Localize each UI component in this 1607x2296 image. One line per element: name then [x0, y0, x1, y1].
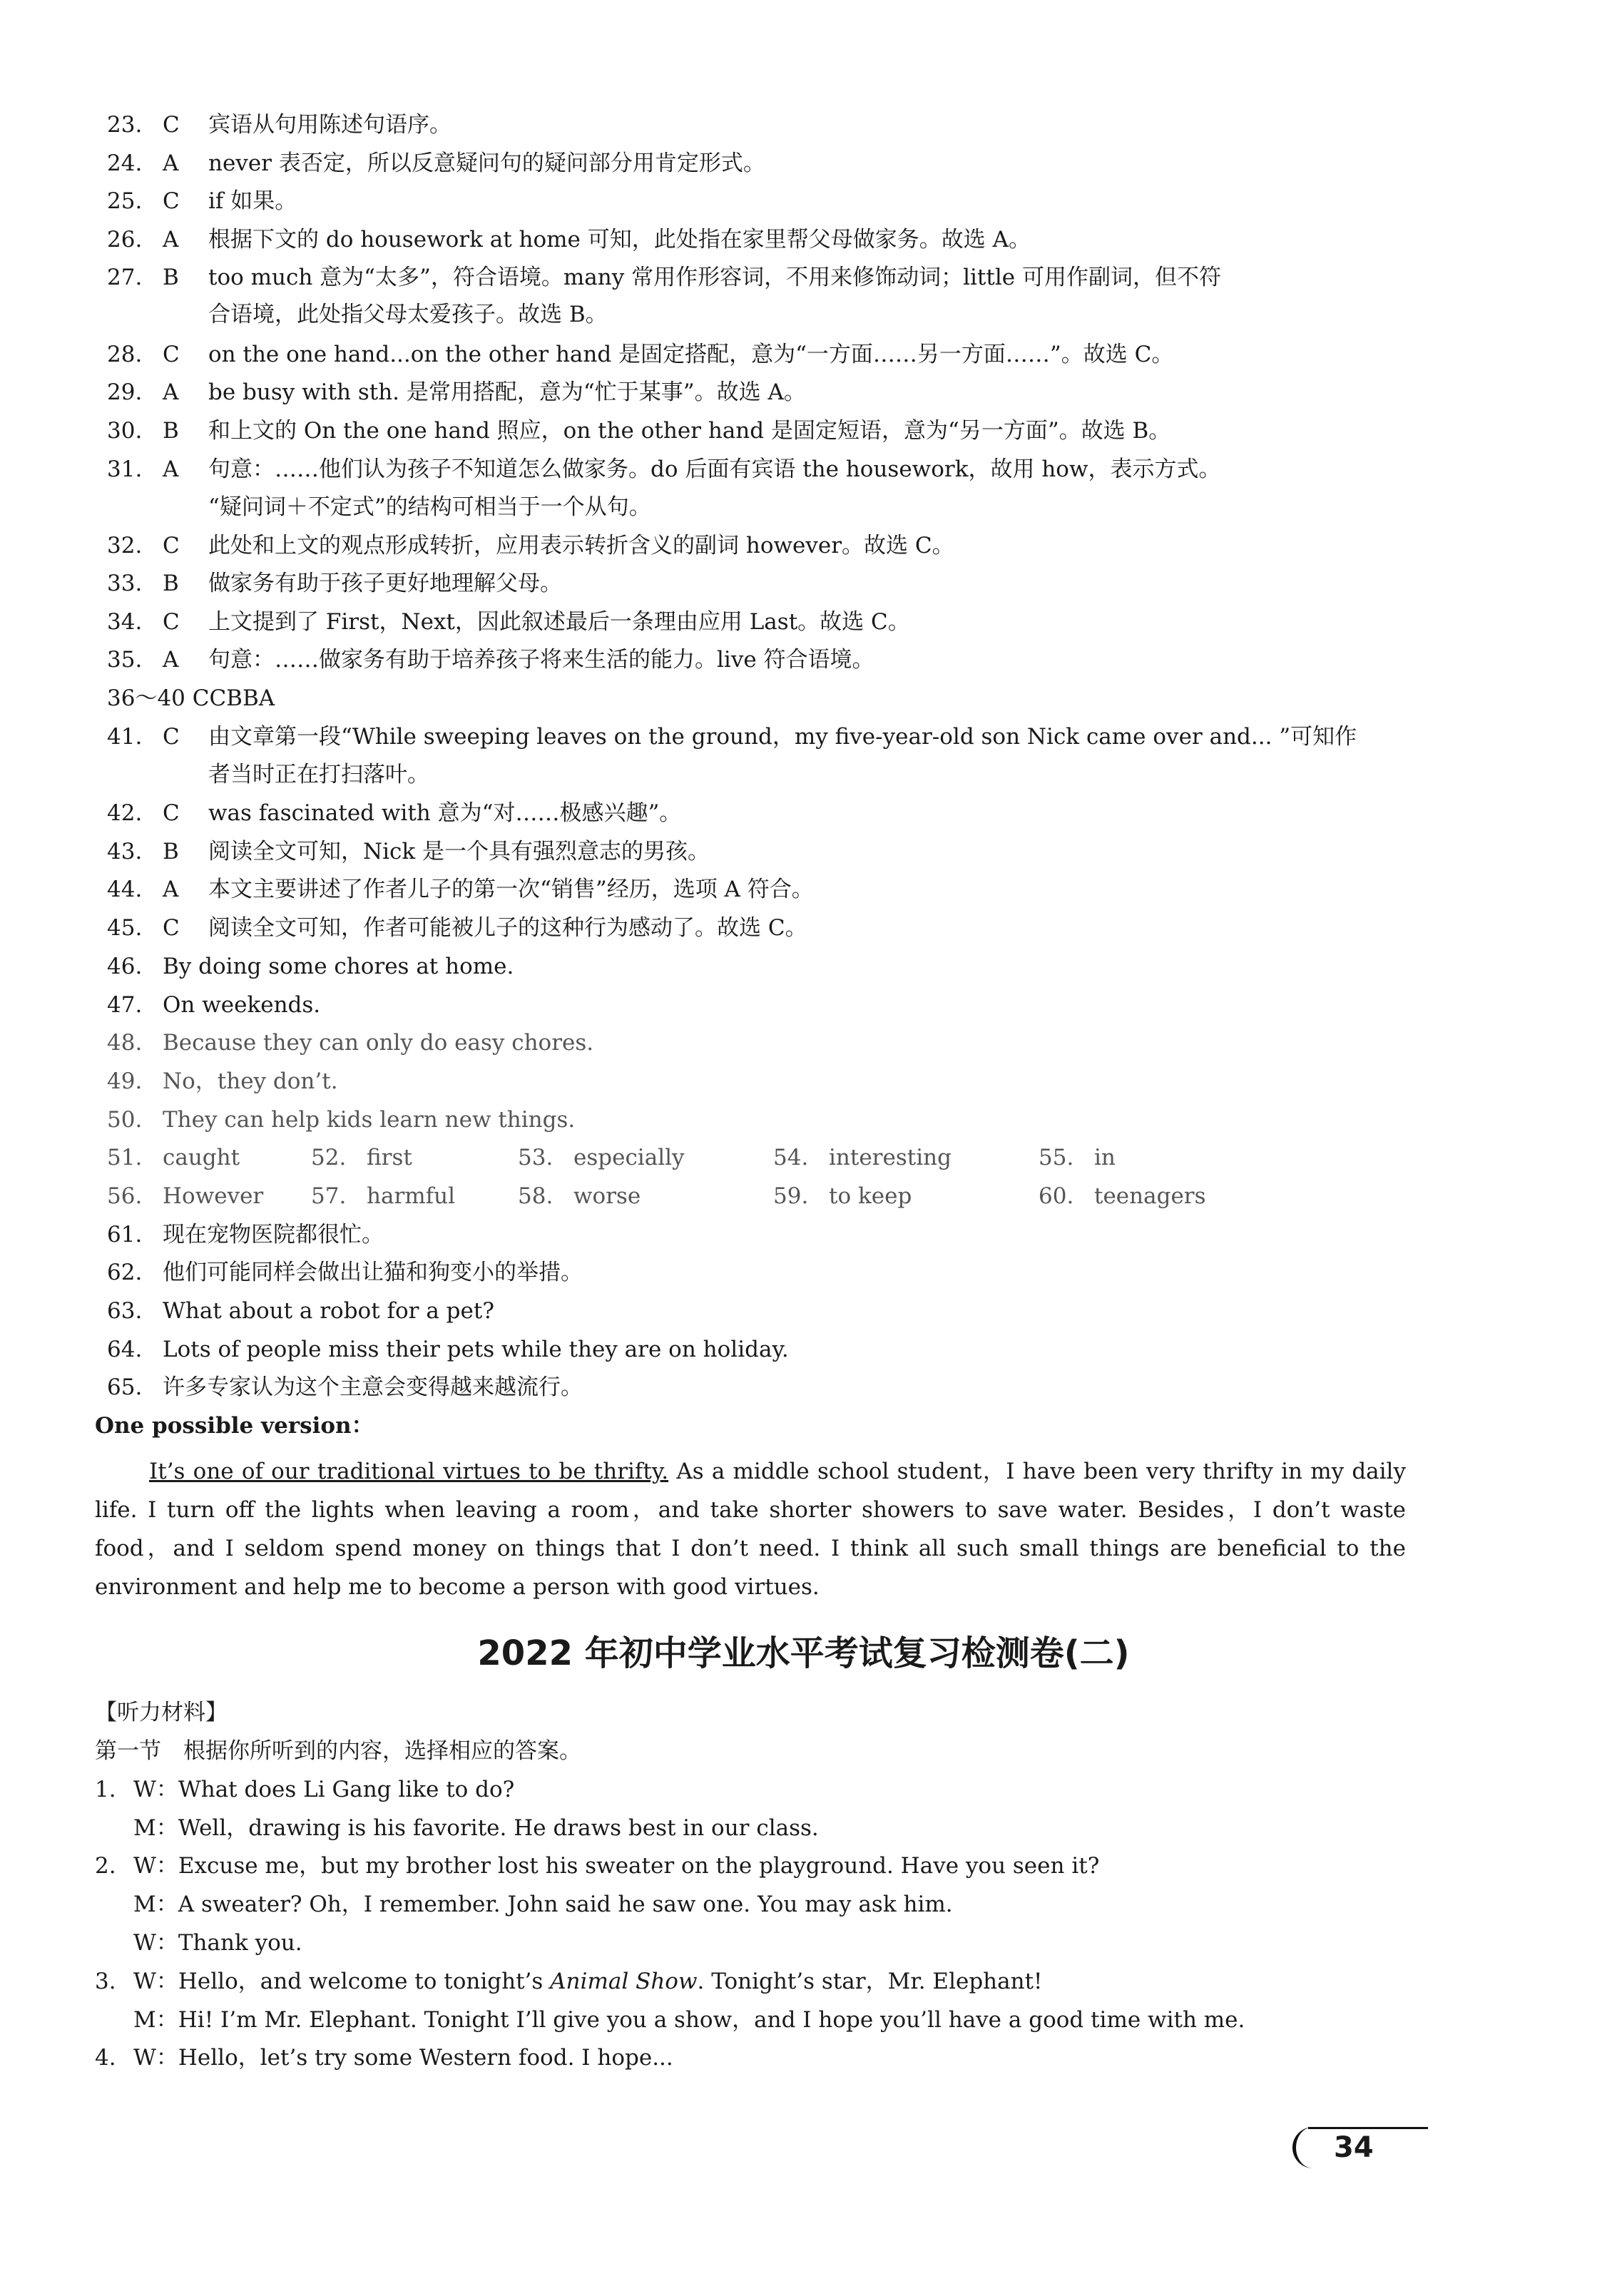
answer-line: 30. B 和上文的 On the one hand 照应，on the other hand 是固定短语，意为“另一方面”。故选 B。 [107, 418, 1171, 444]
page-number-bracket [1292, 2127, 1325, 2168]
answer-line: 41. C 由文章第一段“While sweeping leaves on the ground，my five-year-old son Nick came over and... ”可知作 [107, 724, 1357, 750]
translation-line: 61. 现在宠物医院都很忙。 [107, 1222, 384, 1248]
answer-line: 44. A 本文主要讲述了作者儿子的第一次“销售”经历，选项 A 符合。 [107, 877, 814, 902]
answer-line-continued: 合语境，此处指父母太爱孩子。故选 B。 [208, 302, 608, 327]
page-number-badge [1292, 2127, 1428, 2170]
translation-line: 62. 他们可能同样会做出让猫和狗变小的举措。 [107, 1260, 583, 1285]
answer-line: 43. B 阅读全文可知，Nick 是一个具有强烈意志的男孩。 [107, 839, 710, 864]
answer-line: 26. A 根据下文的 do housework at home 可知，此处指在家里帮父母做家务。故选 A。 [107, 227, 1031, 252]
fill-answer-row: 51. caught 52. first 53. especially 54. interesting 55. in [107, 1145, 1116, 1170]
dialogue-line: 2. W：Excuse me，but my brother lost his sweater on the playground. Have you seen it? [95, 1853, 1100, 1879]
answer-line: 25. C if 如果。 [107, 188, 297, 214]
translation-line: 65. 许多专家认为这个主意会变得越来越流行。 [107, 1374, 583, 1400]
short-answer-line: 48. Because they can only do easy chores. [107, 1030, 594, 1056]
translation-line: 64. Lots of people miss their pets while they are on holiday. [107, 1337, 789, 1362]
answer-line: 45. C 阅读全文可知，作者可能被儿子的这种行为感动了。故选 C。 [107, 915, 807, 941]
short-answer-line: 50. They can help kids learn new things. [107, 1107, 576, 1133]
answer-line: 27. B too much 意为“太多”，符合语境。many 常用作形容词，不用来修饰动词；little 可用作副词，但不符 [107, 265, 1221, 290]
answer-line: 34. C 上文提到了 First，Next，因此叙述最后一条理由应用 Last。故选 C。 [107, 609, 910, 635]
essay-body: It’s one of our traditional virtues to be thrifty. As a middle school student，I have been very thrifty in my daily life. I turn off the lights when leaving a room，and take shorter showers to save water. Besides，I don’t waste food，and I seldom spend money on things that I don’t need. I think all such small things are beneficial to the environment and help me to become a person with good virtues. [95, 1459, 1406, 1600]
dialogue-line: 1. W：What does Li Gang like to do? [95, 1777, 515, 1802]
dialogue-line: M：Well，drawing is his favorite. He draws best in our class. [133, 1815, 819, 1841]
answer-line: 42. C was fascinated with 意为“对……极感兴趣”。 [107, 800, 682, 826]
answer-line: 33. B 做家务有助于孩子更好地理解父母。 [107, 571, 562, 596]
translation-line: 63. What about a robot for a pet? [107, 1298, 494, 1324]
dialogue-line: 3. W：Hello，and welcome to tonight’s Animal Show. Tonight’s star，Mr. Elephant! [95, 1969, 1043, 1994]
page-number-rule [1308, 2127, 1428, 2129]
listening-part-heading: 第一节 根据你所听到的内容，选择相应的答案。 [95, 1738, 581, 1764]
short-answer-line: 47. On weekends. [107, 992, 321, 1018]
answer-line: 29. A be busy with sth. 是常用搭配，意为“忙于某事”。故选 A。 [107, 379, 806, 405]
essay-heading: One possible version： [95, 1413, 374, 1439]
answer-line: 23. C 宾语从句用陈述句语序。 [107, 112, 452, 138]
dialogue-line: 4. W：Hello，let’s try some Western food. I hope... [95, 2045, 673, 2071]
show-title: Animal Show [550, 1969, 698, 1994]
essay-topic-sentence: It’s one of our traditional virtues to be thrifty. [149, 1459, 669, 1484]
answer-line: 35. A 句意：……做家务有助于培养孩子将来生活的能力。live 符合语境。 [107, 647, 874, 673]
dialogue-line: M：A sweater? Oh，I remember. John said he saw one. You may ask him. [133, 1892, 953, 1917]
page-number: 34 [1334, 2131, 1374, 2164]
answer-line: 28. C on the one hand...on the other hand 是固定搭配，意为“一方面……另一方面……”。故选 C。 [107, 342, 1174, 367]
section-title: 2022 年初中学业水平考试复习检测卷(二) [477, 1633, 1130, 1673]
answer-line: 32. C 此处和上文的观点形成转折，应用表示转折含义的副词 however。故选 C。 [107, 533, 954, 558]
answer-line: 31. A 句意：……他们认为孩子不知道怎么做家务。do 后面有宾语 the housework，故用 how，表示方式。 [107, 456, 1221, 482]
listening-label: 【听力材料】 [95, 1700, 228, 1725]
answer-line-continued: “疑问词＋不定式”的结构可相当于一个从句。 [208, 494, 651, 520]
short-answer-line: 49. No，they don’t. [107, 1068, 338, 1094]
dialogue-line: W：Thank you. [133, 1930, 302, 1956]
answer-range-36-40: 36～40 CCBBA [107, 685, 275, 711]
short-answer-line: 46. By doing some chores at home. [107, 954, 514, 979]
answer-line: 24. A never 表否定，所以反意疑问句的疑问部分用肯定形式。 [107, 150, 765, 176]
dialogue-line: M：Hi! I’m Mr. Elephant. Tonight I’ll give you a show，and I hope you’ll have a good time with me. [133, 2007, 1245, 2033]
answer-line-continued: 者当时正在打扫落叶。 [208, 762, 429, 787]
fill-answer-row: 56. However 57. harmful 58. worse 59. to keep 60. teenagers [107, 1183, 1206, 1209]
